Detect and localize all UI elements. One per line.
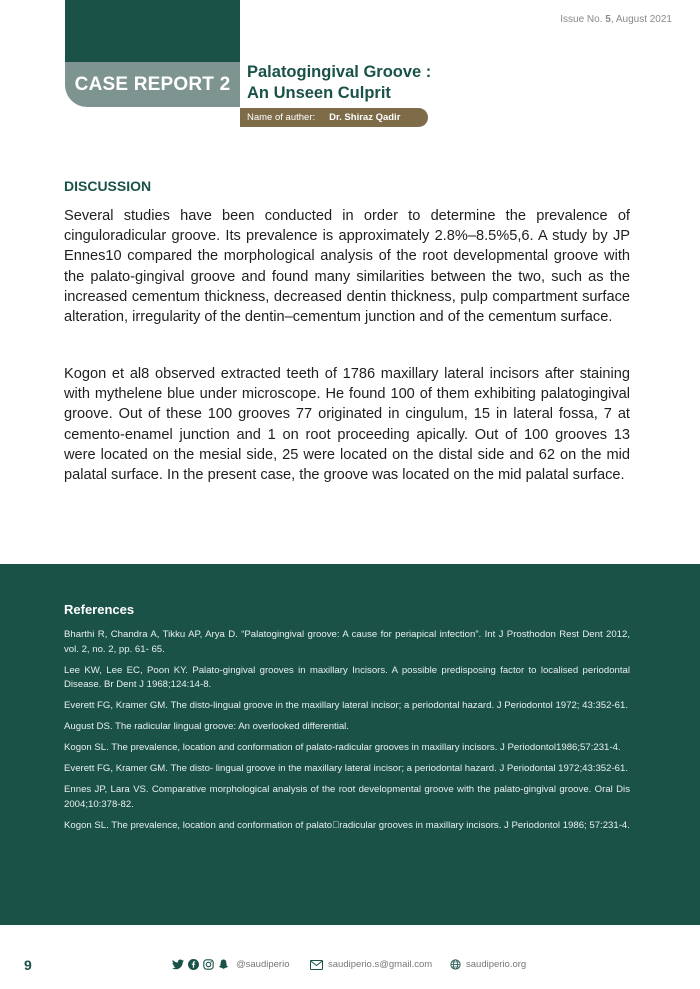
discussion-paragraph: Several studies have been conducted in order to determine the prevalence of cinguloradicular groove. Its prevalence is approximately 2.8%–8.5%5,6. A study by JP Ennes10 compared the morphological analysis of the root developmental groove with the palato-gingival groove and found many similarities between the two, such as the increased cementum thickness, decreased dentin thickness, pulp compartment surface alteration, irregularity of the dentin–cementum junction and of the cementum surface. [64,208,630,326]
globe-icon [450,959,461,970]
website-link[interactable] [450,959,526,970]
issue-number: 5 [605,14,611,25]
reference-item: Bharthi R, Chandra A, Tikku AP, Arya D. “Palatogingival groove: A cause for periapical infection”. Int J Prosthodon Rest Dent 2012, vol. 2, no. 2, pp. 61- 65. [64,629,630,655]
discussion-heading: DISCUSSION [64,178,152,194]
social-links [172,959,289,970]
author-name: Dr. Shiraz Qadir [329,112,401,123]
author-label: Name of auther: [247,112,316,123]
mail-icon [310,960,323,970]
title-line-2: An Unseen Culprit [247,84,391,102]
author-badge [240,108,428,127]
twitter-icon[interactable] [172,959,184,970]
references-heading: References [64,602,135,617]
header-green-block [65,0,240,62]
reference-item: Kogon SL. The prevalence, location and conformation of palato radicular grooves in maxillary incisors. J Periodontol 1986; 57:231-4. [64,819,630,831]
reference-item: Everett FG, Kramer GM. The disto-lingual groove in the maxillary lateral incisor; a periodontal hazard. J Periodontol 1972; 43:352-61. [64,700,629,711]
instagram-icon[interactable] [203,959,214,970]
email-text: saudiperio.s@gmail.com [328,959,433,970]
references-section [0,564,700,925]
reference-item: August DS. The radicular lingual groove: An overlooked differential. [64,721,349,732]
reference-item: Everett FG, Kramer GM. The disto- lingual groove in the maxillary lateral incisor; a periodontal hazard. J Periodontal 1972;43:352-61. [64,763,629,774]
references-list [64,628,630,840]
discussion-paragraph: Kogon et al8 observed extracted teeth of 1786 maxillary lateral incisors after staining with mythelene blue under microscope. He found 100 of them exhibiting palatogingival groove. Out of these 100 grooves 77 originated in cingulum, 15 in lateral fossa, 7 at cemento-enamel junction and 1 on root proceeding apically. Out of 100 grooves 13 were located on the mesial side, 25 were located on the distal side and 62 on the mid palatal surface. In the present case, the groove was located on the mid palatal surface. [64,366,630,484]
page-number: 9 [24,957,32,973]
reference-item: Kogon SL. The prevalence, location and conformation of palato-radicular grooves in maxillary incisors. J Periodontol1986;57:231-4. [64,742,621,753]
issue-date: , August 2021 [610,14,672,25]
website-text: saudiperio.org [466,959,527,970]
title-line-1: Palatogingival Groove : [247,63,432,81]
snapchat-icon[interactable] [218,959,229,970]
social-handle[interactable]: @saudiperio [236,959,290,970]
article-title [247,62,431,104]
page-footer [0,952,700,980]
issue-label: Issue No. [560,14,606,25]
issue-info [560,14,672,25]
facebook-icon[interactable] [188,959,199,970]
reference-item: Ennes JP, Lara VS. Comparative morphological analysis of the root developmental groove with the palato-gingival groove. Oral Dis 2004;10:378-82. [64,784,630,810]
section-tab: CASE REPORT 2 [65,62,240,107]
email-link[interactable] [310,959,432,970]
reference-item: Lee KW, Lee EC, Poon KY. Palato-gingival grooves in maxillary Incisors. A possible predisposing factor to localised periodontal Disease. Br Dent J 1968;124:14-8. [64,664,630,690]
